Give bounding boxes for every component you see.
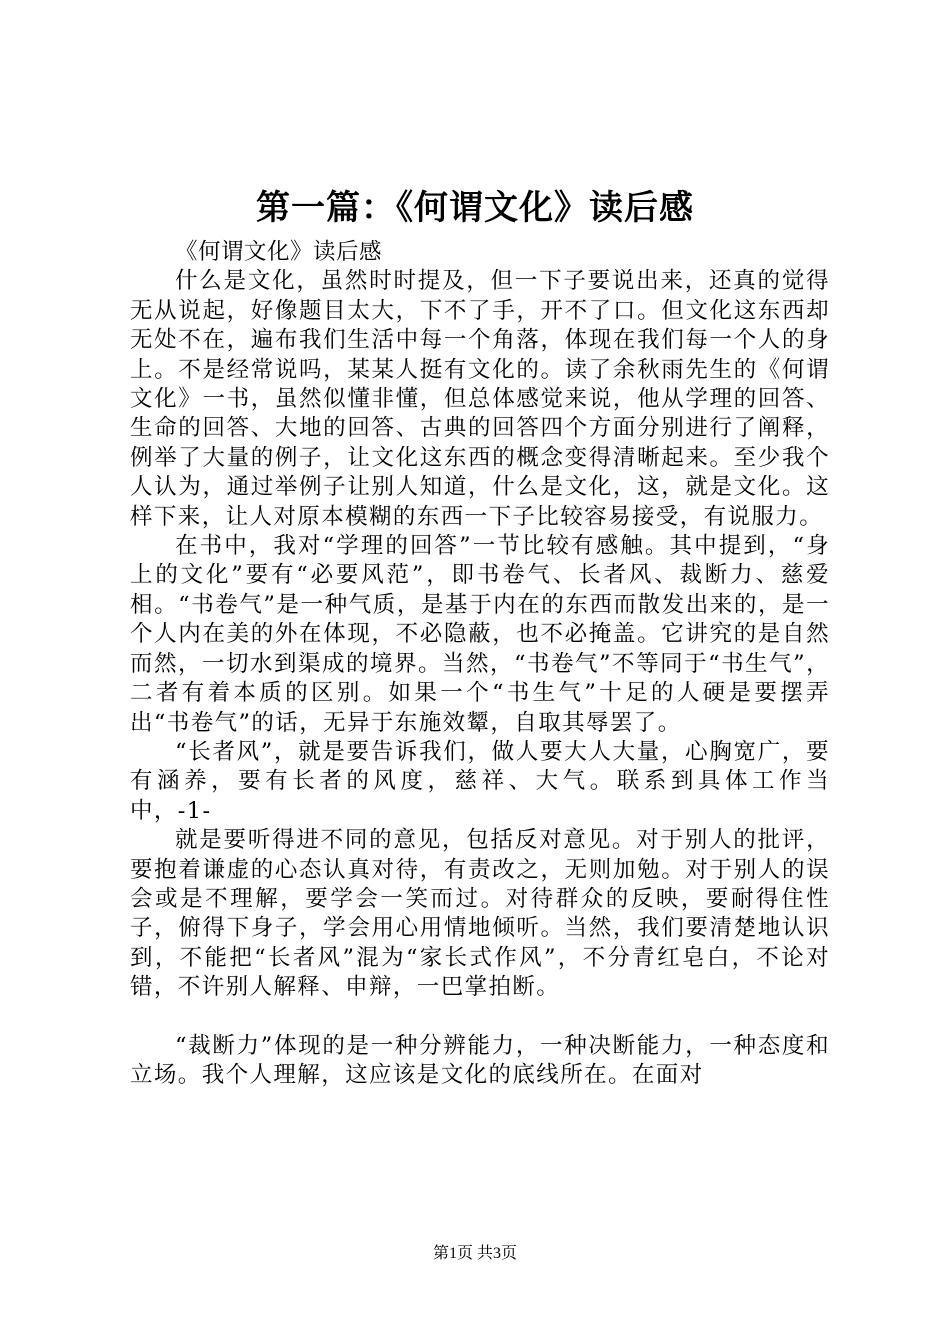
paragraph-1: 什么是文化，虽然时时提及，但一下子要说出来，还真的觉得无从说起，好像题目太大，下不了手，开不了口。但文化这东西却无处不在，遍布我们生活中每一个角落，体现在我们每一个人的身上。不是经常说吗，某某人挺有文化的。读了余秋雨先生的《何谓文化》一书，虽然似懂非懂，但总体感觉来说，他从学理的回答、生命的回答、大地的回答、古典的回答四个方面分别进行了阐释，例举了大量的例子，让文化这东西的概念变得清晰起来。至少我个人认为，通过举例子让别人知道，什么是文化，这，就是文化。这样下来，让人对原本模糊的东西一下子比较容易接受，有说服力。 — [130, 268, 830, 530]
page-number-footer: 第1页 共3页 — [432, 1245, 517, 1262]
paragraph-3: “长者风”，就是要告诉我们，做人要大人大量，心胸宽广，要有涵养，要有长者的风度，慈祥、大气。联系到具体工作当中，-1- — [130, 738, 830, 824]
document-subtitle: 《何谓文化》读后感 — [175, 239, 383, 265]
paragraph-5: “裁断力”体现的是一种分辨能力，一种决断能力，一种态度和立场。我个人理解，这应该是文化的底线所在。在面对 — [130, 1032, 830, 1089]
document-body — [130, 238, 830, 1091]
document-title: 第一篇：《何谓文化》读后感 — [256, 188, 694, 228]
paragraph-2: 在书中，我对“学理的回答”一节比较有感触。其中提到，“身上的文化”要有“必要风范”，即书卷气、长者风、裁断力、慈爱相。“书卷气”是一种气质，是基于内在的东西而散发出来的，是一个人内在美的外在体现，不必隐蔽，也不必掩盖。它讲究的是自然而然，一切水到渠成的境界。当然，“书卷气”不等同于“书生气”，二者有着本质的区别。如果一个“书生气”十足的人硬是要摆弄出“书卷气”的话，无异于东施效颦，自取其辱罢了。 — [130, 533, 830, 736]
paragraph-4: 就是要听得进不同的意见，包括反对意见。对于别人的批评，要抱着谦虚的心态认真对待，有责改之，无则加勉。对于别人的误会或是不理解，要学会一笑而过。对待群众的反映，要耐得住性子，俯得下身子，学会用心用情地倾听。当然，我们要清楚地认识到，不能把“长者风”混为“家长式作风”，不分青红皂白，不论对错，不许别人解释、申辩，一巴掌拍断。 — [130, 827, 830, 1001]
